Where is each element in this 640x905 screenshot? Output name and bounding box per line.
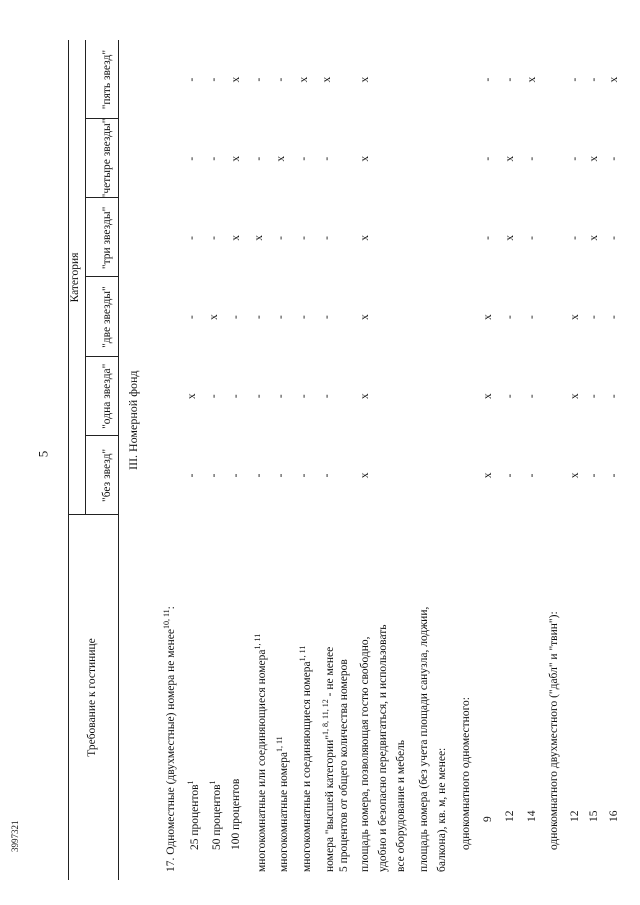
not-applicable-mark: - xyxy=(275,236,287,240)
requirement-label: 25 процентов xyxy=(188,784,201,850)
not-applicable-mark: - xyxy=(608,394,620,399)
category-header: "три звезды" xyxy=(101,206,113,270)
not-applicable-mark: - xyxy=(504,394,516,399)
applies-mark: x xyxy=(504,235,516,241)
requirement-label: все оборудование и мебель xyxy=(395,739,407,872)
not-applicable-mark: - xyxy=(230,315,242,320)
not-applicable-mark: - xyxy=(230,394,242,399)
requirement-label: 9 xyxy=(482,816,494,822)
requirement-text xyxy=(208,781,223,851)
requirement-text xyxy=(395,740,407,872)
requirement-text xyxy=(275,736,290,872)
not-applicable-mark: - xyxy=(526,236,538,240)
header-bottom-rule xyxy=(118,40,119,880)
not-applicable-mark: - xyxy=(504,315,516,320)
not-applicable-mark: - xyxy=(298,394,310,399)
requirement-label: 16 xyxy=(608,810,620,822)
not-applicable-mark: - xyxy=(253,394,265,399)
not-applicable-mark: - xyxy=(569,156,581,161)
requirement-label: 14 xyxy=(526,810,538,822)
requirement-label: площадь номера (без учета площади санузла, лоджии, xyxy=(418,606,430,872)
not-applicable-mark: - xyxy=(253,473,265,478)
requirement-label: многокомнатные и соединяющиеся номера xyxy=(300,661,313,872)
category-divider xyxy=(85,197,119,198)
not-applicable-mark: - xyxy=(186,236,198,240)
not-applicable-mark: - xyxy=(230,473,242,478)
requirement-label: 12 xyxy=(569,810,581,822)
requirement-text xyxy=(359,636,371,872)
applies-mark: x xyxy=(186,393,198,400)
requirement-label: однокомнатного одноместного: xyxy=(460,697,472,850)
requirement-text xyxy=(588,811,600,823)
requirement-label: площадь номера, позволяющая гостю свободно, xyxy=(359,636,371,872)
not-applicable-mark: - xyxy=(275,473,287,478)
applies-mark: x xyxy=(230,155,242,162)
category-divider xyxy=(85,514,119,515)
header-requirement: Требование к гостинице xyxy=(86,638,98,757)
category-header: "две звезды" xyxy=(101,286,113,348)
requirement-label: номера "высшей категории" xyxy=(323,734,336,872)
requirement-text xyxy=(321,647,336,872)
requirement-text xyxy=(162,606,177,872)
not-applicable-mark: - xyxy=(275,77,287,82)
applies-mark: x xyxy=(359,472,371,479)
applies-mark: x xyxy=(359,155,371,162)
applies-mark: x xyxy=(230,235,242,241)
requirement-label: многокомнатные номера xyxy=(277,752,290,872)
category-divider xyxy=(85,118,119,119)
not-applicable-mark: - xyxy=(186,156,198,161)
requirement-text xyxy=(298,646,313,872)
not-applicable-mark: - xyxy=(275,315,287,320)
category-header: "без звезд" xyxy=(101,448,113,502)
not-applicable-mark: - xyxy=(482,77,494,82)
not-applicable-mark: - xyxy=(321,236,333,240)
requirement-text xyxy=(377,624,389,872)
rotated-table xyxy=(68,40,620,880)
requirement-text xyxy=(230,779,242,850)
page-number: 5 xyxy=(35,450,51,458)
footnote-ref: 1, 11 xyxy=(298,645,307,662)
footnote-ref: 1 xyxy=(208,780,217,785)
category-divider xyxy=(85,435,119,436)
not-applicable-mark: - xyxy=(253,156,265,161)
not-applicable-mark: - xyxy=(321,394,333,399)
requirement-text xyxy=(608,811,620,823)
applies-mark: x xyxy=(482,314,494,320)
requirement-text xyxy=(526,811,538,823)
requirement-label: балкона), кв. м, не менее: xyxy=(436,747,448,872)
not-applicable-mark: - xyxy=(186,473,198,478)
footnote-ref: 1, 11 xyxy=(275,736,284,753)
applies-mark: x xyxy=(588,155,600,162)
requirement-tail: - не менее xyxy=(323,646,336,700)
not-applicable-mark: - xyxy=(608,236,620,240)
not-applicable-mark: - xyxy=(504,473,516,478)
requirement-text xyxy=(436,748,448,872)
not-applicable-mark: - xyxy=(588,77,600,82)
not-applicable-mark: - xyxy=(588,394,600,399)
requirement-text xyxy=(569,811,581,823)
footnote-ref: 1 xyxy=(186,780,195,785)
requirement-text xyxy=(504,811,516,823)
requirement-text xyxy=(253,634,268,872)
applies-mark: x xyxy=(359,393,371,400)
footnote-ref: 1, 8, 11, 12 xyxy=(321,699,330,735)
not-applicable-mark: - xyxy=(482,236,494,240)
not-applicable-mark: - xyxy=(608,156,620,161)
applies-mark: x xyxy=(569,314,581,320)
category-divider xyxy=(85,277,119,278)
requirement-text xyxy=(186,781,201,851)
not-applicable-mark: - xyxy=(526,473,538,478)
not-applicable-mark: - xyxy=(504,77,516,82)
requirement-text xyxy=(418,607,430,872)
category-divider xyxy=(85,356,119,357)
applies-mark: x xyxy=(482,393,494,400)
not-applicable-mark: - xyxy=(275,394,287,399)
not-applicable-mark: - xyxy=(321,473,333,478)
footnote-ref: 10, 11 xyxy=(162,609,171,630)
group-divider xyxy=(85,40,86,515)
not-applicable-mark: - xyxy=(321,156,333,161)
not-applicable-mark: - xyxy=(208,394,220,399)
not-applicable-mark: - xyxy=(569,77,581,82)
not-applicable-mark: - xyxy=(569,236,581,240)
category-header: "пять звезд" xyxy=(101,49,113,110)
requirement-label: 100 процентов xyxy=(230,778,242,850)
requirement-label: удобно и безопасно передвигаться, и использовать xyxy=(377,624,389,872)
not-applicable-mark: - xyxy=(186,77,198,82)
not-applicable-mark: - xyxy=(482,156,494,161)
not-applicable-mark: - xyxy=(298,156,310,161)
category-header: "одна звезда" xyxy=(101,363,113,429)
footnote-ref: 1, 11 xyxy=(253,633,262,650)
not-applicable-mark: - xyxy=(298,315,310,320)
applies-mark: x xyxy=(359,76,371,83)
not-applicable-mark: - xyxy=(298,473,310,478)
applies-mark: x xyxy=(253,235,265,241)
applies-mark: x xyxy=(208,314,220,320)
applies-mark: x xyxy=(504,155,516,162)
not-applicable-mark: - xyxy=(608,473,620,478)
not-applicable-mark: - xyxy=(526,394,538,399)
requirement-label: однокомнатного двухместного ("дабл" и "твин"): xyxy=(548,611,560,850)
requirement-label: 12 xyxy=(504,810,516,822)
not-applicable-mark: - xyxy=(208,156,220,161)
requirement-label: 17. Одноместные (двухместные) номера не менее xyxy=(164,629,177,872)
requirement-label: 15 xyxy=(588,810,600,822)
applies-mark: x xyxy=(359,314,371,320)
not-applicable-mark: - xyxy=(526,156,538,161)
not-applicable-mark: - xyxy=(253,315,265,320)
not-applicable-mark: - xyxy=(526,315,538,320)
requirement-label: 5 процентов от общего количества номеров xyxy=(338,659,350,872)
applies-mark: x xyxy=(321,76,333,83)
not-applicable-mark: - xyxy=(186,315,198,320)
applies-mark: x xyxy=(526,76,538,83)
applies-mark: x xyxy=(482,472,494,479)
applies-mark: x xyxy=(569,472,581,479)
requirement-tail: : xyxy=(164,606,177,610)
requirement-label: многокомнатные или соединяющиеся номера xyxy=(255,649,268,872)
requirement-text xyxy=(338,659,350,872)
not-applicable-mark: - xyxy=(208,77,220,82)
applies-mark: x xyxy=(275,155,287,162)
section-title: III. Номерной фонд xyxy=(126,370,140,470)
document-id: 3997321 xyxy=(10,820,20,852)
not-applicable-mark: - xyxy=(608,315,620,320)
not-applicable-mark: - xyxy=(208,236,220,240)
not-applicable-mark: - xyxy=(208,473,220,478)
applies-mark: x xyxy=(608,76,620,83)
applies-mark: x xyxy=(298,76,310,83)
requirement-text xyxy=(460,697,472,850)
applies-mark: x xyxy=(230,76,242,83)
requirement-label: 50 процентов xyxy=(210,784,223,850)
applies-mark: x xyxy=(588,235,600,241)
applies-mark: x xyxy=(359,235,371,241)
not-applicable-mark: - xyxy=(298,236,310,240)
header-category-group: Категория xyxy=(69,252,81,303)
not-applicable-mark: - xyxy=(588,315,600,320)
not-applicable-mark: - xyxy=(253,77,265,82)
category-header: "четыре звезды" xyxy=(101,118,113,199)
not-applicable-mark: - xyxy=(588,473,600,478)
applies-mark: x xyxy=(569,393,581,400)
requirement-text xyxy=(482,816,494,822)
requirement-text xyxy=(548,611,560,850)
not-applicable-mark: - xyxy=(321,315,333,320)
